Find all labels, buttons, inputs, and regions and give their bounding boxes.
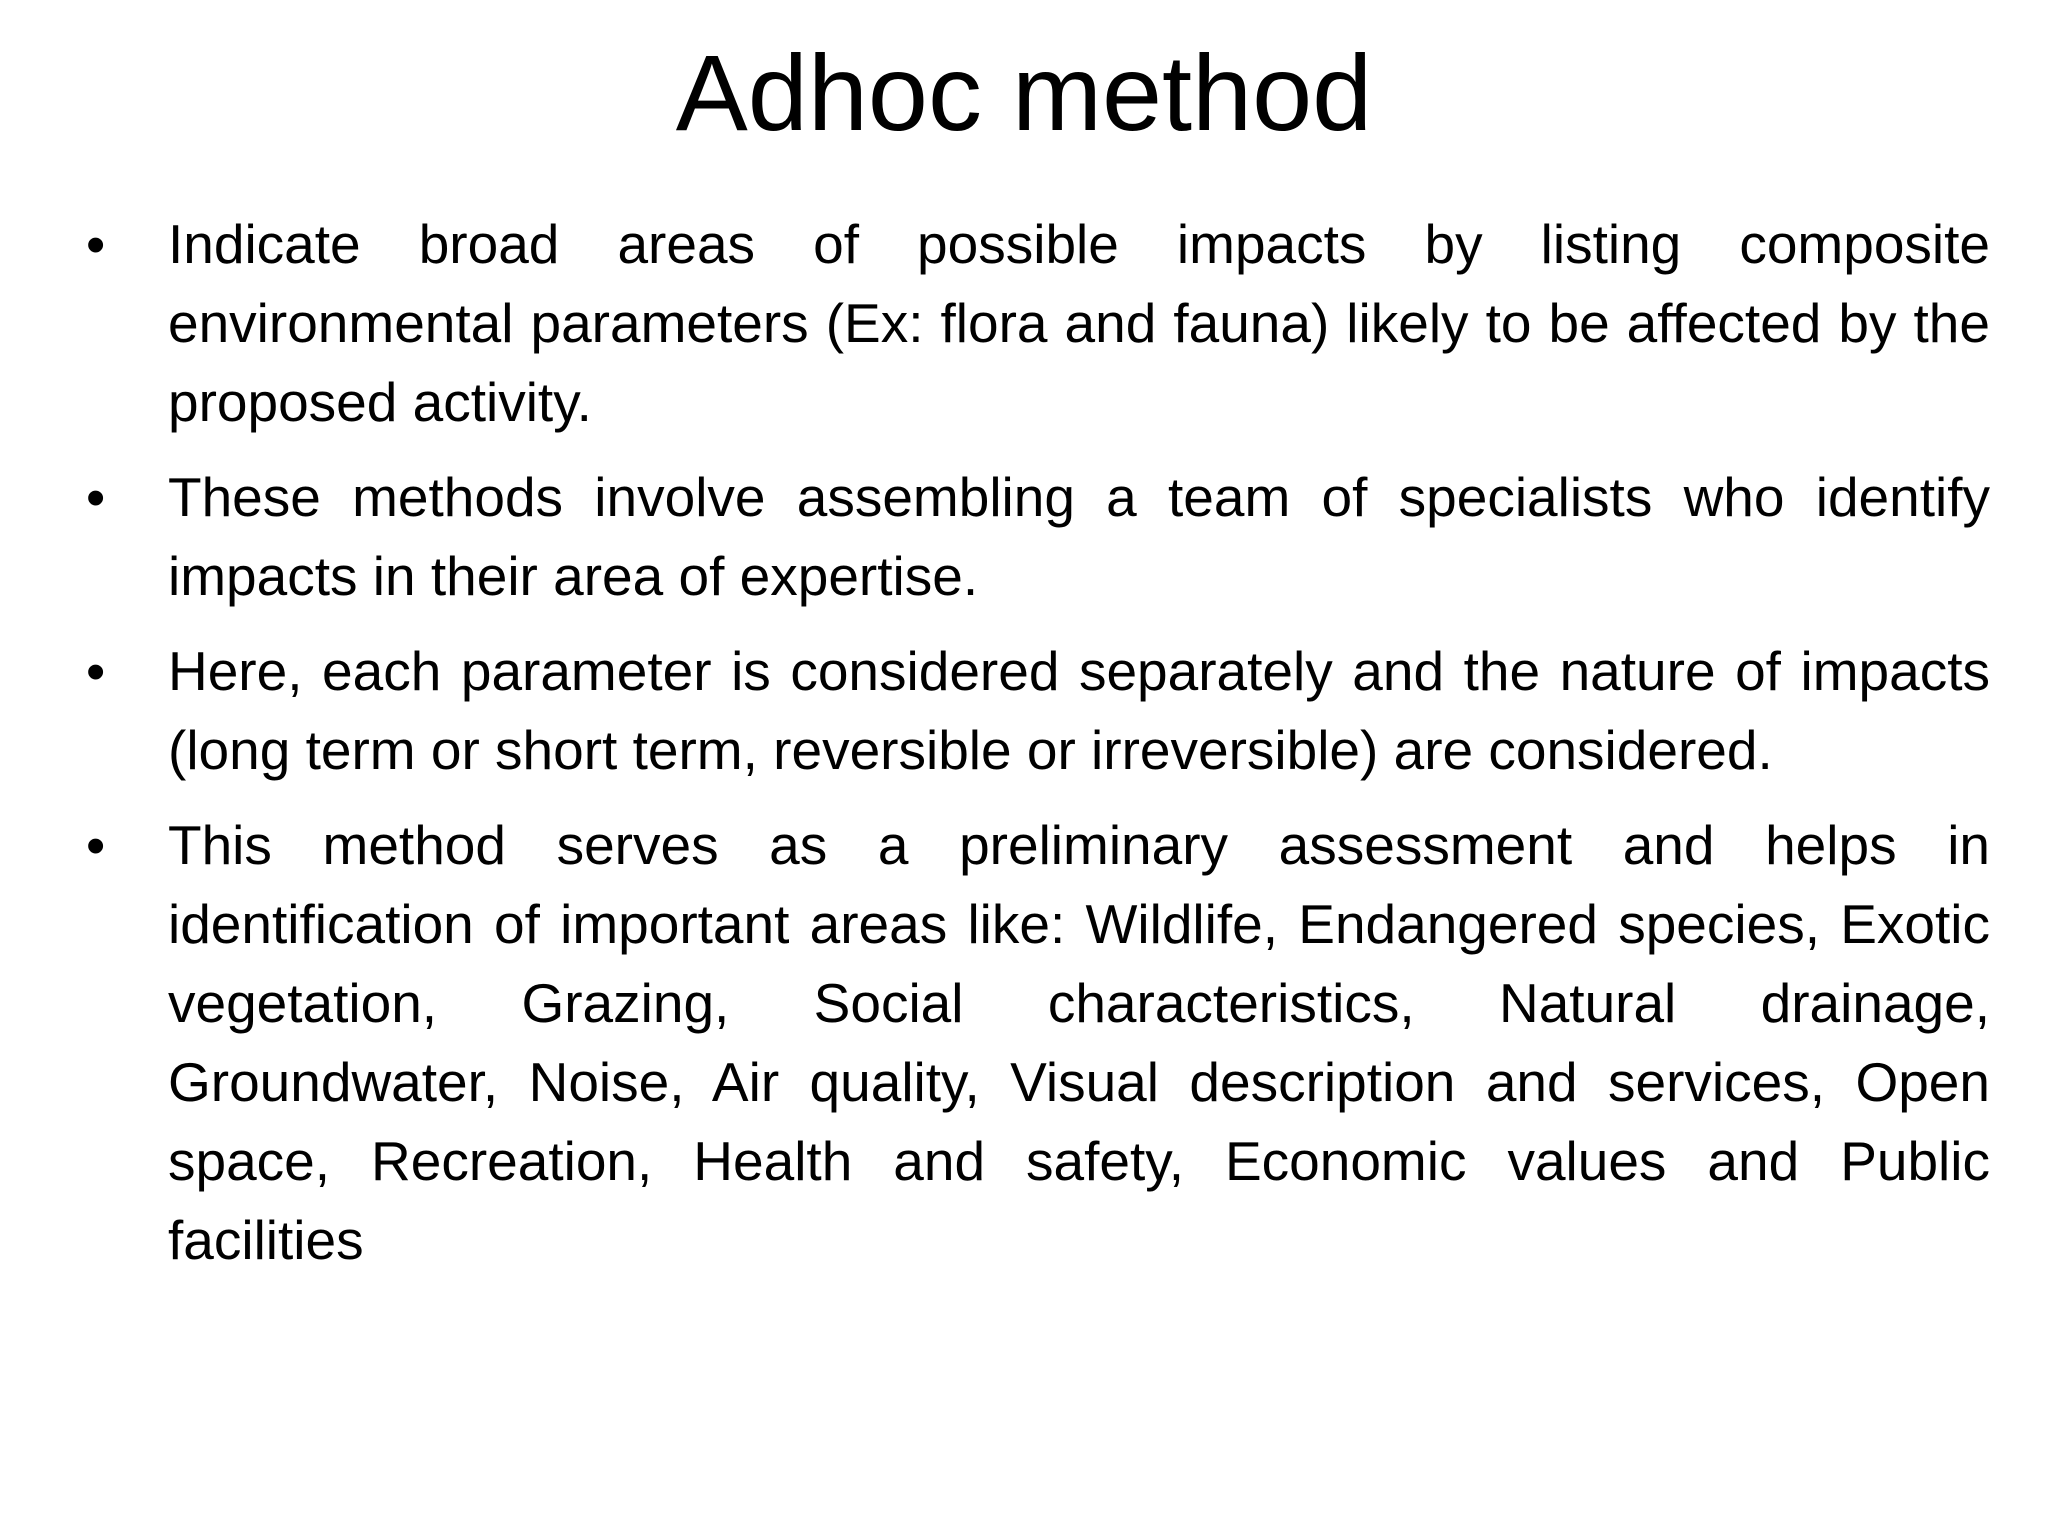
bullet-item (80, 806, 1990, 1280)
bullet-icon: • (86, 814, 106, 876)
bullet-icon: • (86, 640, 106, 702)
bullet-text: Indicate broad areas of possible impacts by listing composite environmental parameters (Ex: flora and fauna) likely to be affected by the proposed activity. (168, 213, 1990, 433)
bullet-item (80, 205, 1990, 442)
bullet-text: This method serves as a preliminary assessment and helps in identification of important areas like: Wildlife, Endangered species, Exotic vegetation, Grazing, Social characteristics, Natural drainage, Groundwater, Noise, Air quality, Visual description and services, Open space, Recreation, Health and safety, Economic values and Public facilities (168, 814, 1990, 1271)
bullet-list (80, 205, 1990, 1296)
bullet-item (80, 632, 1990, 790)
bullet-text: These methods involve assembling a team of specialists who identify impacts in their area of expertise. (168, 466, 1990, 607)
slide-title: Adhoc method (675, 32, 1373, 153)
bullet-icon: • (86, 213, 106, 275)
bullet-item (80, 458, 1990, 616)
bullet-icon: • (86, 466, 106, 528)
bullet-text: Here, each parameter is considered separately and the nature of impacts (long term or short term, reversible or irreversible) are considered. (168, 640, 1990, 781)
